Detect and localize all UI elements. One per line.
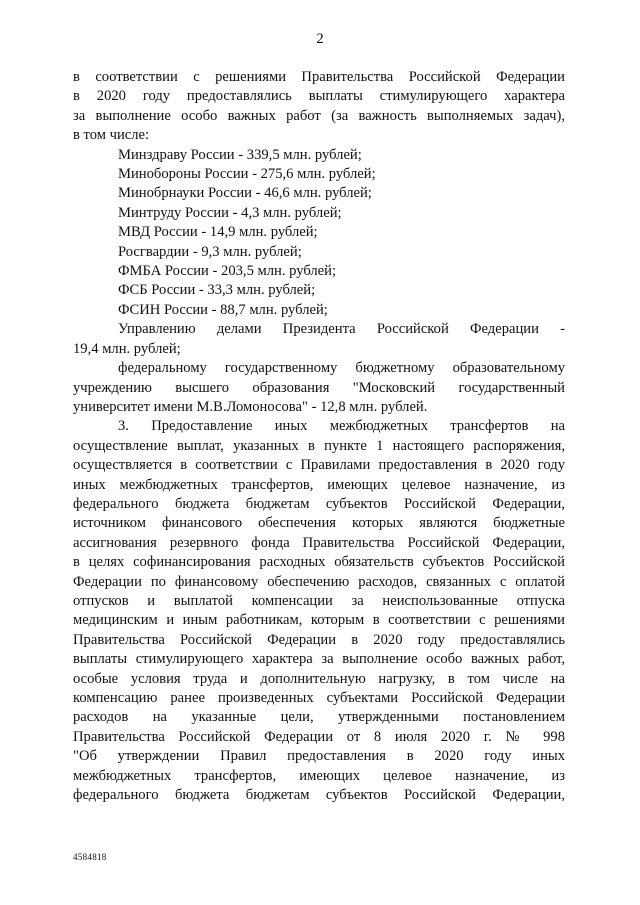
text-line: "Об утверждении Правил предоставления в 2020 году иных: [73, 748, 565, 765]
text-line: отпусков и выплатой компенсации за неиспользованные отпуска: [73, 592, 565, 609]
section-3-paragraph: [73, 417, 565, 805]
text-line: Правительства Российской Федерации от 8 июля 2020 г. № 998: [73, 728, 565, 745]
text-line: Федерации по финансовому обеспечению расходов, связанных с оплатой: [73, 573, 565, 590]
text-line: в целях софинансирования расходных обязательств субъектов Российской: [73, 554, 565, 571]
list-item: Минобрнауки России - 46,6 млн. рублей;: [118, 185, 372, 202]
text-line: особые условия труда и дополнительную нагрузку, в том числе на: [73, 670, 565, 687]
text-line: в том числе:: [73, 127, 150, 144]
text-line: осуществляется в соответствии с Правилами предоставления в 2020 году: [73, 457, 565, 474]
text-line: иных межбюджетных трансфертов, имеющих целевое назначение, из: [73, 476, 565, 493]
text-line: ассигнования резервного фонда Правительства Российской Федерации,: [73, 534, 565, 551]
intro-paragraph: [73, 68, 565, 146]
text-line: медицинским и иным работникам, которым в соответствии с решениями: [73, 612, 565, 629]
management-item: [73, 320, 565, 359]
list-item: ФСИН России - 88,7 млн. рублей;: [118, 301, 328, 318]
text-line: 3. Предоставление иных межбюджетных трансфертов на: [118, 418, 565, 435]
text-line: федерального бюджета бюджетам субъектов Российской Федерации,: [73, 495, 565, 512]
list-item: ФСБ России - 33,3 млн. рублей;: [118, 282, 316, 299]
ministry-list: [73, 146, 565, 321]
list-item: Минтруду России - 4,3 млн. рублей;: [118, 204, 342, 221]
text-line: федеральному государственному бюджетному образовательному: [118, 360, 565, 377]
text-line: Правительства Российской Федерации в 2020 году предоставлялись: [73, 631, 565, 648]
document-body: [73, 68, 565, 805]
list-item: Росгвардии - 9,3 млн. рублей;: [118, 243, 302, 260]
list-item: ФМБА России - 203,5 млн. рублей;: [118, 263, 337, 280]
list-item: Минобороны России - 275,6 млн. рублей;: [118, 166, 376, 183]
document-id: 4584818: [73, 852, 107, 862]
text-line: расходов на указанные цели, утвержденными постановлением: [73, 709, 565, 726]
text-line: в 2020 году предоставлялись выплаты стимулирующего характера: [73, 88, 565, 105]
page-number: 2: [316, 31, 324, 47]
text-line: университет имени М.В.Ломоносова" - 12,8 млн. рублей.: [73, 398, 428, 415]
text-line: в соответствии с решениями Правительства Российской Федерации: [73, 69, 565, 85]
text-line: учреждению высшего образования "Московский государственный: [73, 379, 565, 396]
text-line: Управлению делами Президента Российской Федерации -: [118, 321, 565, 338]
text-line: выплаты стимулирующего характера за выполнение особо важных работ,: [73, 651, 565, 668]
text-line: осуществление выплат, указанных в пункте 1 настоящего распоряжения,: [73, 437, 565, 454]
text-line: федерального бюджета бюджетам субъектов Российской Федерации,: [73, 787, 565, 804]
text-line: 19,4 млн. рублей;: [73, 340, 181, 357]
text-line: компенсацию ранее произведенных субъектами Российской Федерации: [73, 690, 565, 706]
list-item: МВД России - 14,9 млн. рублей;: [118, 224, 318, 241]
text-line: источником финансового обеспечения которых являются бюджетные: [73, 515, 565, 532]
text-line: за выполнение особо важных работ (за важность выполняемых задач),: [73, 107, 565, 124]
list-item: Минздраву России - 339,5 млн. рублей;: [118, 146, 362, 163]
text-line: межбюджетных трансфертов, имеющих целевое назначение, из: [73, 767, 565, 784]
university-item: [73, 359, 565, 417]
